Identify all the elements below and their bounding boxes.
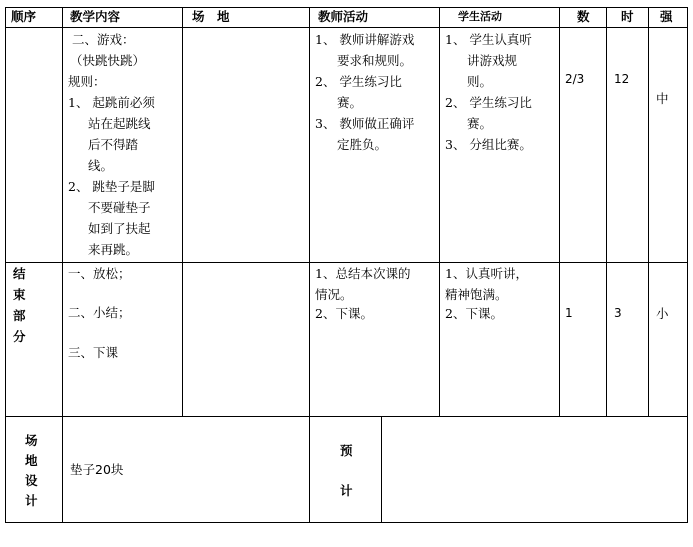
row2-teacher-line: 情况。 — [315, 287, 353, 302]
row3-budget-char: 预 — [340, 443, 353, 458]
row2-order-char: 部 — [13, 308, 26, 323]
table-border-left — [5, 7, 6, 523]
row1-content-line: 站在起跳线 — [88, 116, 151, 131]
row1-time: 12 — [614, 72, 630, 86]
row3-label-char: 地 — [25, 453, 38, 468]
row1-content-line: 后不得踏 — [88, 137, 139, 152]
col-divider-time — [606, 7, 607, 417]
row1-student-line: 1、 学生认真听 — [445, 32, 532, 47]
row1-student-line: 2、 学生练习比 — [445, 95, 532, 110]
header-content: 教学内容 — [70, 9, 121, 24]
row1-content-line: 线。 — [88, 158, 114, 173]
col-divider-count — [559, 7, 560, 417]
row1-content-line: 1、 起跳前必须 — [68, 95, 155, 110]
row2-order-char: 分 — [13, 329, 26, 344]
row2-order-char: 束 — [13, 287, 26, 302]
header-order: 顺序 — [11, 9, 37, 24]
col-divider-venue — [182, 7, 183, 417]
header-bottom-rule — [5, 27, 688, 28]
row1-content-line: 不要碰垫子 — [88, 200, 151, 215]
row1-teacher-line: 定胜负。 — [337, 137, 388, 152]
row1-student-line: 3、 分组比赛。 — [445, 137, 532, 152]
row1-content-line: （快跳快跳） — [70, 53, 146, 68]
row1-content-line: 2、 跳垫子是脚 — [68, 179, 155, 194]
row1-content-line: 来再跳。 — [88, 242, 139, 257]
row2-teacher-line: 1、总结本次课的 — [315, 266, 411, 281]
row2-content-line: 三、下课 — [68, 345, 119, 360]
row3-label-char: 计 — [25, 493, 38, 508]
col-divider-content — [62, 7, 63, 523]
row2-intensity: 小 — [656, 306, 669, 321]
row2-content-line: 二、小结； — [68, 305, 131, 320]
col-divider-intensity — [648, 7, 649, 417]
row1-teacher-line: 3、 教师做正确评 — [315, 116, 415, 131]
row3-label-char: 场 — [25, 433, 38, 448]
col-divider-teacher — [309, 7, 310, 523]
row2-teacher-line: 2、下课。 — [315, 306, 373, 321]
row1-count: 2/3 — [565, 72, 585, 86]
row1-teacher-line: 2、 学生练习比 — [315, 74, 402, 89]
row1-student-line: 讲游戏规 — [467, 53, 518, 68]
row1-teacher-line: 1、 教师讲解游戏 — [315, 32, 415, 47]
row3-budget-char: 计 — [340, 483, 353, 498]
row2-bottom-rule — [5, 416, 688, 417]
row1-student-line: 赛。 — [467, 116, 493, 131]
row2-student-line: 1、认真听讲， — [445, 266, 528, 281]
row2-student-line: 精神饱满。 — [445, 287, 508, 302]
table-border-right — [687, 7, 688, 523]
header-intensity: 强 — [660, 9, 673, 24]
header-teacher-activity: 教师活动 — [318, 9, 369, 24]
row1-teacher-line: 要求和规则。 — [337, 53, 413, 68]
row2-time: 3 — [614, 306, 622, 320]
row3-content: 垫子20块 — [70, 462, 124, 477]
col-divider-budget — [381, 416, 382, 523]
row2-order-char: 结 — [13, 266, 26, 281]
row3-label-char: 设 — [25, 473, 38, 488]
header-student-activity: 学生活动 — [458, 10, 502, 23]
row2-content-line: 一、放松； — [68, 266, 131, 281]
row1-content-line: 二、游戏： — [72, 32, 135, 47]
row1-content-line: 规则： — [68, 74, 106, 89]
col-divider-student — [439, 7, 440, 417]
row1-teacher-line: 赛。 — [337, 95, 363, 110]
row2-count: 1 — [565, 306, 573, 320]
header-venue: 场 地 — [192, 9, 230, 24]
row1-intensity: 中 — [656, 91, 669, 106]
header-count: 数 — [577, 9, 590, 24]
row2-student-line: 2、下课。 — [445, 306, 503, 321]
row1-content-line: 如到了扶起 — [88, 221, 151, 236]
table-border-bottom — [5, 522, 688, 523]
header-time: 时 — [621, 9, 634, 24]
row1-student-line: 则。 — [467, 74, 493, 89]
